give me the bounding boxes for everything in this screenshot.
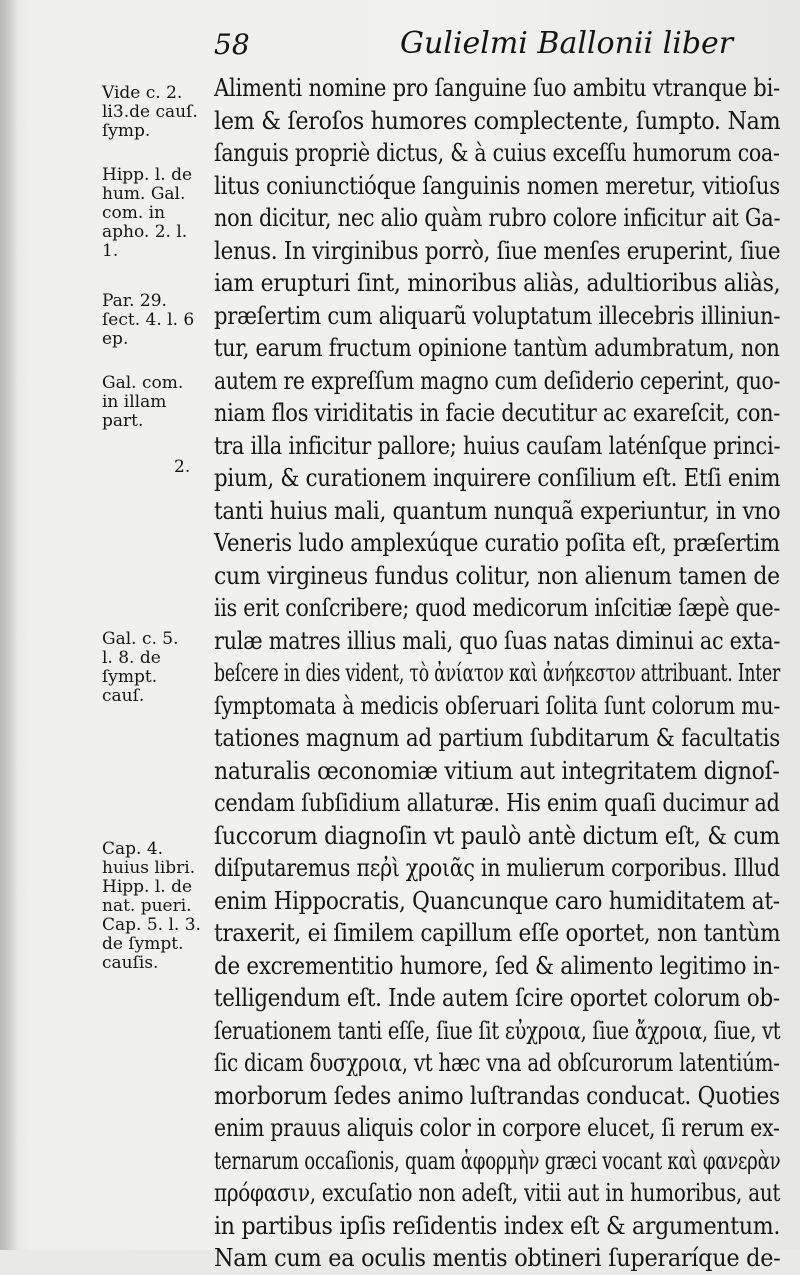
text-line: Veneris ludo amplexúque curatio poſita eſt, præſertim [214, 529, 780, 557]
text-line: litus coniunctióque ſanguinis nomen meretur, vitioſus [214, 171, 780, 200]
margin-note: Hipp. l. de hum. Gal. com. in apho. 2. l. 1. [102, 165, 193, 261]
page-number: 58 [214, 28, 250, 61]
text-line: in partibus ipſis reſidentis index eſt & argumentum. [214, 1211, 781, 1240]
text-line: ſymptomata à medicis obſeruari ſolita ſunt colorum mu- [214, 691, 781, 720]
text-line: traxerit, ei ſimilem capillum eſſe oportet, non tantùm [214, 919, 781, 947]
text-line: niam flos viriditatis in facie decutitur ac exareſcit, con- [214, 399, 781, 427]
text-line: naturalis œconomiæ vitium aut integritatem dignoſ- [214, 756, 780, 785]
text-line: tanti huius mali, quantum nunquã experiuntur, in vno [214, 496, 781, 525]
gutter-shadow [0, 0, 18, 1250]
text-line: ſanguis propriè dictus, & à cuius exceſſu humorum coa- [214, 139, 780, 167]
text-line: morborum ſedes animo luſtrandas conducat. Quoties [214, 1081, 780, 1110]
text-line: rulæ matres illius mali, quo ſuas natas diminui ac exta- [214, 626, 781, 655]
text-line: præſertim cum aliquarũ voluptatum illecebris illiniun- [214, 301, 781, 330]
text-line: iam erupturi ſint, minoribus aliàs, adultioribus aliàs, [214, 269, 781, 297]
text-line: pium, & curationem inquirere conſilium eſt. Etſi enim [214, 464, 781, 492]
margin-note: Gal. c. 5. l. 8. de ſympt. cauſ. [102, 629, 179, 706]
page-header [210, 22, 780, 62]
text-line: ſeruationem tanti eſſe, ſiue ſit εὐχροια, ſiue ἄχροια, ſiue, vt [214, 1016, 781, 1045]
text-line: telligendum eſt. Inde autem ſcire oportet colorum ob- [214, 984, 780, 1012]
text-line: enim Hippocratis, Quancunque caro humiditatem at- [214, 886, 780, 915]
text-line: iis erit conſcribere; quod medicorum inſcitiæ ſæpè que- [214, 594, 781, 622]
text-line: tationes magnum ad partium ſubditarum & facultatis [214, 724, 781, 752]
text-line: enim prauus aliquis color in corpore elucet, ſi rerum ex- [214, 1114, 780, 1142]
text-line: non dicitur, nec alio quàm rubro colore inficitur ait Ga- [214, 204, 781, 232]
text-line: ternarum occaſionis, quam ἀφορμὴν græci vocant καὶ φανερὰν [214, 1146, 781, 1175]
paragraph-marker: 2. [174, 457, 191, 477]
text-line: cendam ſubſidium allaturæ. His enim quaſi ducimur ad [214, 789, 780, 817]
text-line: de excrementitio humore, ſed & alimento legitimo in- [214, 951, 780, 980]
running-title: Gulielmi Ballonii liber [400, 26, 734, 61]
text-line: πρόφασιν, excuſatio non adeſt, vitii aut in humoribus, aut [214, 1179, 781, 1207]
text-line: tur, earum fructum opinione tantùm adumbratum, non [214, 334, 780, 362]
text-line: diſputaremus πεῤὶ χροιᾶς in mulierum corporibus. Illud [214, 854, 780, 882]
text-line: ſic dicam δυσχροια, vt hæc vna ad obſcurorum latentiúm- [214, 1049, 780, 1077]
text-line: cum virgineus fundus colitur, non alienum tamen de [214, 561, 780, 590]
margin-note: Vide c. 2. li3.de cauſ. ſymp. [102, 83, 198, 141]
margin-note: Par. 29. ſect. 4. l. 6 ep. [102, 291, 195, 349]
margin-note: Cap. 4. huius libri. Hipp. l. de nat. pueri. Cap. 5. l. 3. de ſympt. cauſis. [102, 839, 201, 973]
text-line: autem re expreſſum magno cum deſiderio ceperint, quo- [214, 366, 781, 395]
text-line: Nam cum ea oculis mentis obtineri ſuperaríque de- [214, 1244, 781, 1272]
body-text [214, 72, 784, 1275]
text-line: beſcere in dies vident, τὸ ἀνίατον καὶ ἀνήκεστον attribuant. Inter [214, 659, 781, 687]
text-line: Alimenti nomine pro ſanguine ſuo ambitu vtranque bi- [214, 74, 780, 102]
text-line: ſuccorum diagnoſin vt paulò antè dictum eſt, & cum [214, 821, 780, 850]
margin-note: Gal. com. in illam part. [102, 373, 184, 431]
text-line: lenus. In virginibus porrò, ſiue menſes eruperint, ſiue [214, 236, 781, 265]
text-line: lem & ſeroſos humores complectente, ſumpto. Nam [214, 106, 781, 135]
margin-notes [102, 0, 212, 1250]
text-line: tra illa inficitur pallore; huius cauſam laténſque princi- [214, 431, 781, 460]
